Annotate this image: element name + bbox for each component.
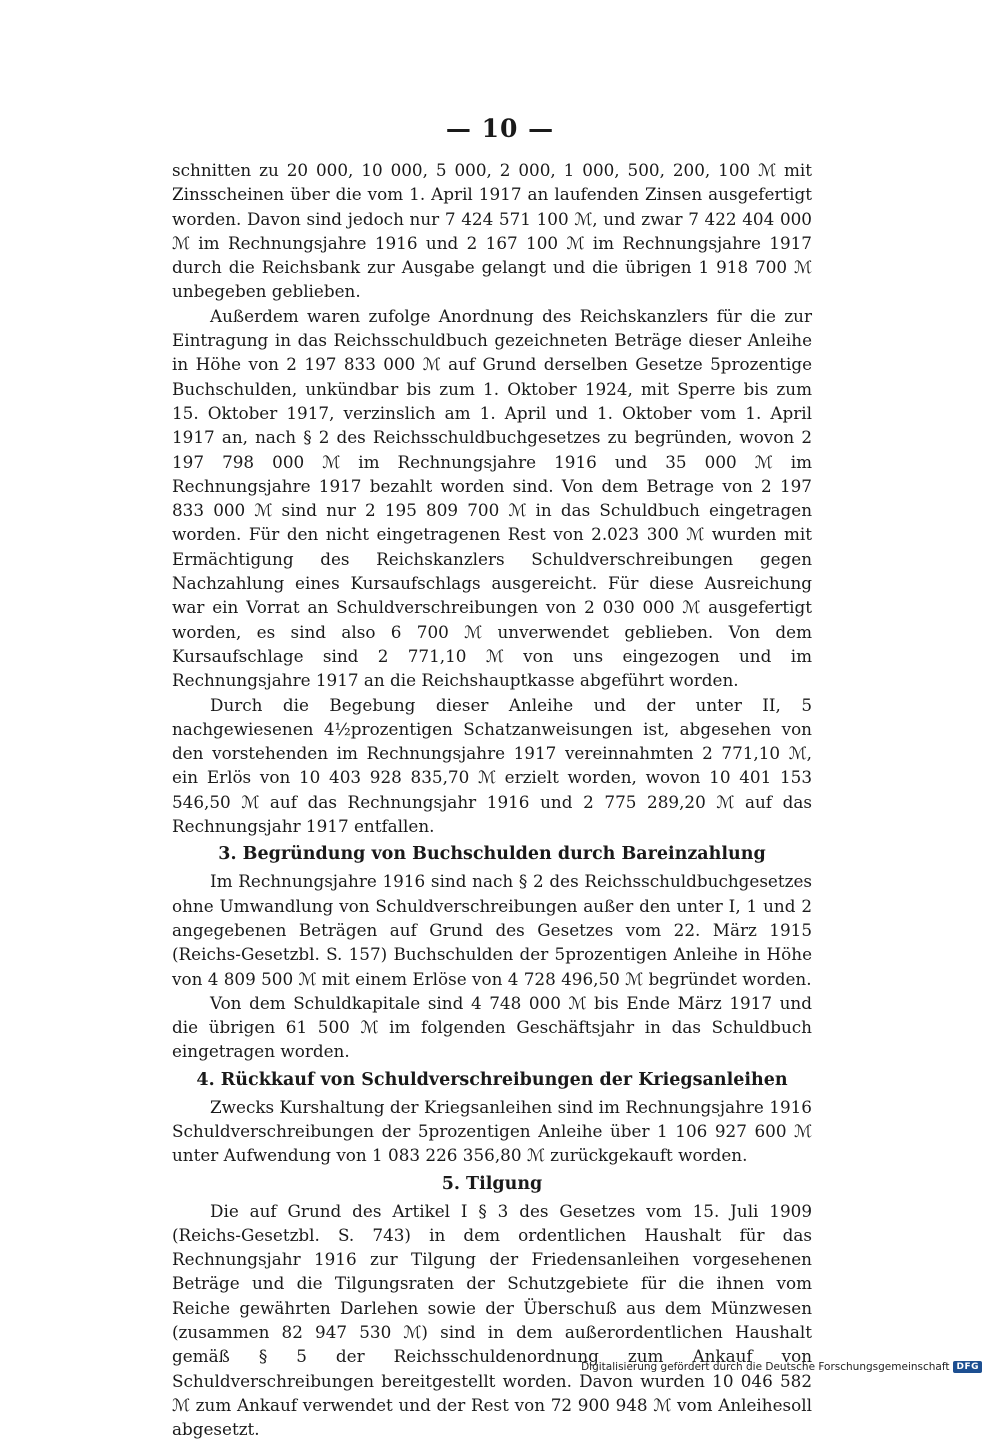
paragraph-buchschulden: Außerdem waren zufolge Anordnung des Reichskanzlers für die zur Eintragung in das Reichsschuldbuch gezeichneten Beträge dieser Anleihe in Höhe von 2 197 833 000 ℳ auf Grund derselben Gesetze 5prozentige Buchschulden, unkündbar bis zum 1. Oktober 1924, mit Sperre bis zum 15. Oktober 1917, verzinslich am 1. April und 1. Oktober vom 1. April 1917 an, nach § 2 des Reichsschuldbuchgesetzes zu begründen, wovon 2 197 798 000 ℳ im Rechnungsjahre 1916 und 35 000 ℳ im Rechnungsjahre 1917 bezahlt worden sind. Von dem Betrage von 2 197 833 000 ℳ sind nur 2 195 809 700 ℳ in das Schuldbuch eingetragen worden. Für den nicht eingetragenen Rest von 2.023 300 ℳ wurden mit Ermächtigung des Reichskanzlers Schuldverschreibungen gegen Nachzahlung eines Kursaufschlags ausgereicht. Für diese Ausreichung war ein Vorrat an Schuldverschreibungen von 2 030 000 ℳ ausgefertigt worden, es sind also 6 700 ℳ unverwendet geblieben. Von dem Kursaufschlage sind 2 771,10 ℳ von uns eingezogen und im Rechnungsjahre 1917 an die Reichshauptkasse abgeführt worden. (172, 305, 812, 691)
paragraph-continuation: schnitten zu 20 000, 10 000, 5 000, 2 000, 1 000, 500, 200, 100 ℳ mit Zinsscheinen über die vom 1. April 1917 an laufenden Zinsen ausgefertigt worden. Davon sind jedoch nur 7 424 571 100 ℳ, und zwar 7 422 404 000 ℳ im Rechnungsjahre 1916 und 2 167 100 ℳ im Rechnungsjahre 1917 durch die Reichsbank zur Ausgabe gelangt und die übrigen 1 918 700 ℳ unbegeben geblieben. (172, 160, 812, 302)
page-number: — 10 — (445, 114, 555, 143)
document-body (172, 158, 812, 1442)
section-heading-3: 3. Begründung von Buchschulden durch Bareinzahlung (218, 844, 766, 865)
dfg-logo: DFG (953, 1361, 982, 1373)
paragraph-bareinzahlung: Im Rechnungsjahre 1916 sind nach § 2 des Reichsschuldbuchgesetzes ohne Umwandlung von Schuldverschreibungen außer den unter I, 1 und 2 angegebenen Beträgen auf Grund des Gesetzes vom 22. März 1915 (Reichs-Gesetzbl. S. 157) Buchschulden der 5prozentigen Anleihe in Höhe von 4 809 500 ℳ mit einem Erlöse von 4 728 496,50 ℳ begründet worden. (172, 871, 812, 989)
footer-text: Digitalisierung gefördert durch die Deutsche Forschungsgemeinschaft (581, 1361, 950, 1373)
section-heading-5: 5. Tilgung (441, 1173, 543, 1194)
section-heading-4: 4. Rückkauf von Schuldverschreibungen der Kriegsanleihen (196, 1069, 788, 1090)
paragraph-tilgung: Die auf Grund des Artikel I § 3 des Gesetzes vom 15. Juli 1909 (Reichs-Gesetzbl. S. 743) in dem ordentlichen Haushalt für das Rechnungsjahr 1916 zur Tilgung der Friedensanleihen vorgesehenen Beträge und die Tilgungsraten der Schutzgebiete für die ihnen vom Reiche gewährten Darlehen sowie der Überschuß aus dem Münzwesen (zusammen 82 947 530 ℳ) sind in dem außerordentlichen Haushalt gemäß § 5 der Reichsschuldenordnung zum Ankauf von Schuldverschreibungen bereitgestellt worden. Davon wurden 10 046 582 ℳ zum Ankauf verwendet und der Rest von 72 900 948 ℳ vom Anleihesoll abgesetzt. (172, 1200, 812, 1440)
footer (581, 1361, 982, 1373)
paragraph-erloes: Durch die Begebung dieser Anleihe und der unter II, 5 nachgewiesenen 4½prozentigen Schatzanweisungen ist, abgesehen von den vorstehenden im Rechnungsjahre 1917 vereinnahmten 2 771,10 ℳ, ein Erlös von 10 403 928 835,70 ℳ erzielt worden, wovon 10 401 153 546,50 ℳ auf das Rechnungsjahr 1916 und 2 775 289,20 ℳ auf das Rechnungsjahr 1917 entfallen. (172, 694, 812, 837)
paragraph-schuldkapital: Von dem Schuldkapitale sind 4 748 000 ℳ bis Ende März 1917 und die übrigen 61 500 ℳ im folgenden Geschäftsjahr in das Schuldbuch eingetragen worden. (172, 992, 812, 1062)
paragraph-rueckkauf: Zwecks Kurshaltung der Kriegsanleihen sind im Rechnungsjahre 1916 Schuldverschreibungen der 5prozentigen Anleihe über 1 106 927 600 ℳ unter Aufwendung von 1 083 226 356,80 ℳ zurückgekauft worden. (172, 1096, 812, 1166)
